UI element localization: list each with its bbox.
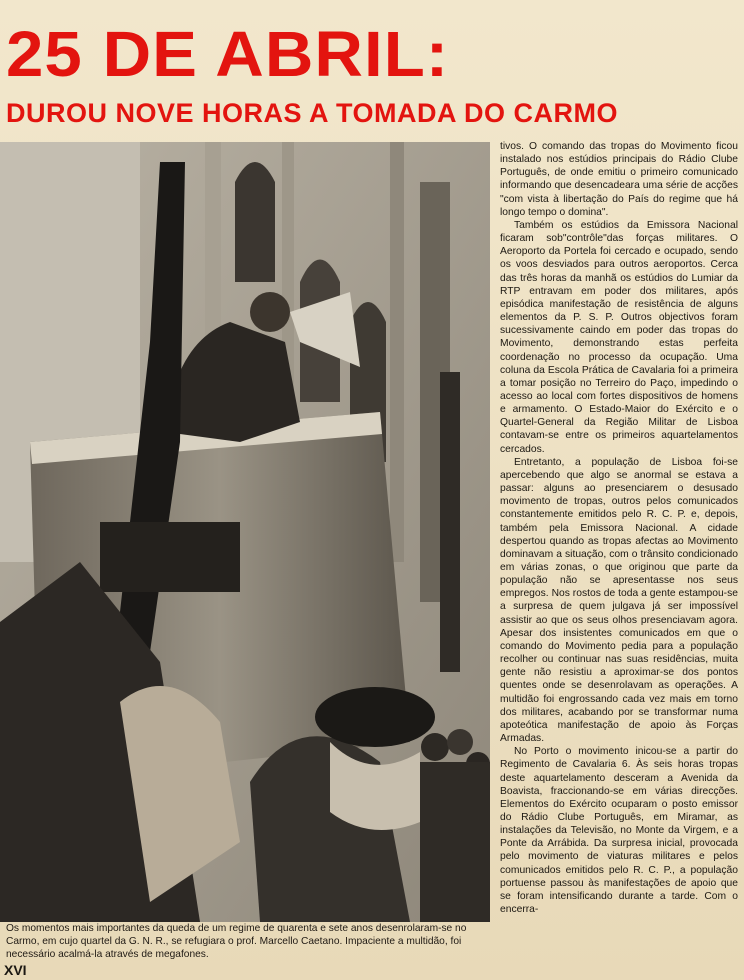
carmo-photograph [0,142,490,922]
page-number: XVI [4,962,27,978]
photo-caption: Os momentos mais importantes da queda de um regime de quarenta e sete anos desenrolaram-se no Carmo, em cujo quartel da G. N. R., se refugiara o prof. Marcello Caetano. Impaciente a multidão, foi necessário acalmá-la através de megafones. [6,923,467,960]
article-paragraph: Também os estúdios da Emissora Nacional ficaram sob"contrôle"das forças militares. O Aeroporto da Portela foi cercado e ocupado, sendo os voos desviados para outros aeroportos. Cerca das três horas da manhã os estúdios do Lumiar da RTP entravam em poder dos militares, após episódica manifestação de resistência de alguns elementos da P. S. P. Outros objectivos foram sucessivamente caindo em poder das tropas do Movimento, demonstrando estas perfeita coordenação no processo da ocupação. Uma coluna da Escola Prática de Cavalaria foi a primeira a tomar posição no Terreiro do Paço, impedindo o acesso ao local com fortes dispositivos de homens e armamento. O Estado-Maior do Exército e o Quartel-General da Região Militar de Lisboa contavam-se entre os primeiros aquartelamentos cercados. [500,219,738,455]
headline: 25 DE ABRIL: [6,18,450,90]
article-paragraph: Entretanto, a população de Lisboa foi-se apercebendo que algo se anormal se estava a passar: alguns ao presenciarem o desusado movimento de tropas, outros pelos comunicados constantemente emitidos pelo R. C. P. e, depois, também pela Emissora Nacional. A cidade despertou quando as tropas afectas ao Movimento dominavam a situação, com o trânsito condicionado em várias zonas, o que originou que parte da população não se apresentasse nos seus empregos. Nos rostos de toda a gente estampou-se a surpresa de quem julgava já ser impossível assistir ao que os seus olhos presenciavam agora. Apesar dos insistentes comunicados em que o comando do Movimento pedia para a população recolher ou continuar nas suas residências, muita gente não resistiu a aproximar-se dos pontos quentes onde se desenrolavam as operações. A multidão foi engrossando cada vez mais em torno dos militares, acabando por se transformar numa apoteótica manifestação de apoio às Forças Armadas. [500,456,738,745]
article-column [500,140,738,916]
photo-illustration [0,142,490,922]
article-paragraph: No Porto o movimento inicou-se a partir do Regimento de Cavalaria 6. Às seis horas tropas deste aquartelamento desceram a Avenida da Boavista, fraccionando-se em várias direcções. Elementos do Exército ocuparam o posto emissor do Rádio Clube Português, em Miramar, as instalações da Televisão, no Monte da Virgem, e a Ponte da Arrábida. Da surpresa inicial, provocada pelo movimento de viaturas militares e pelos comunicados emitidos pelo R. C. P., a população portuense passou às manifestações de apoio que se foram intensificando durante a tarde. Com o encerra- [500,746,738,916]
article-paragraph: tivos. O comando das tropas do Movimento ficou instalado nos estúdios principais do Rádio Clube Português, de onde emitiu o primeiro comunicado informando que desencadeara uma série de acções "com vista à libertação do País do regime que há longo tempo o domina". [500,141,738,218]
subheadline: DUROU NOVE HORAS A TOMADA DO CARMO [6,98,619,128]
